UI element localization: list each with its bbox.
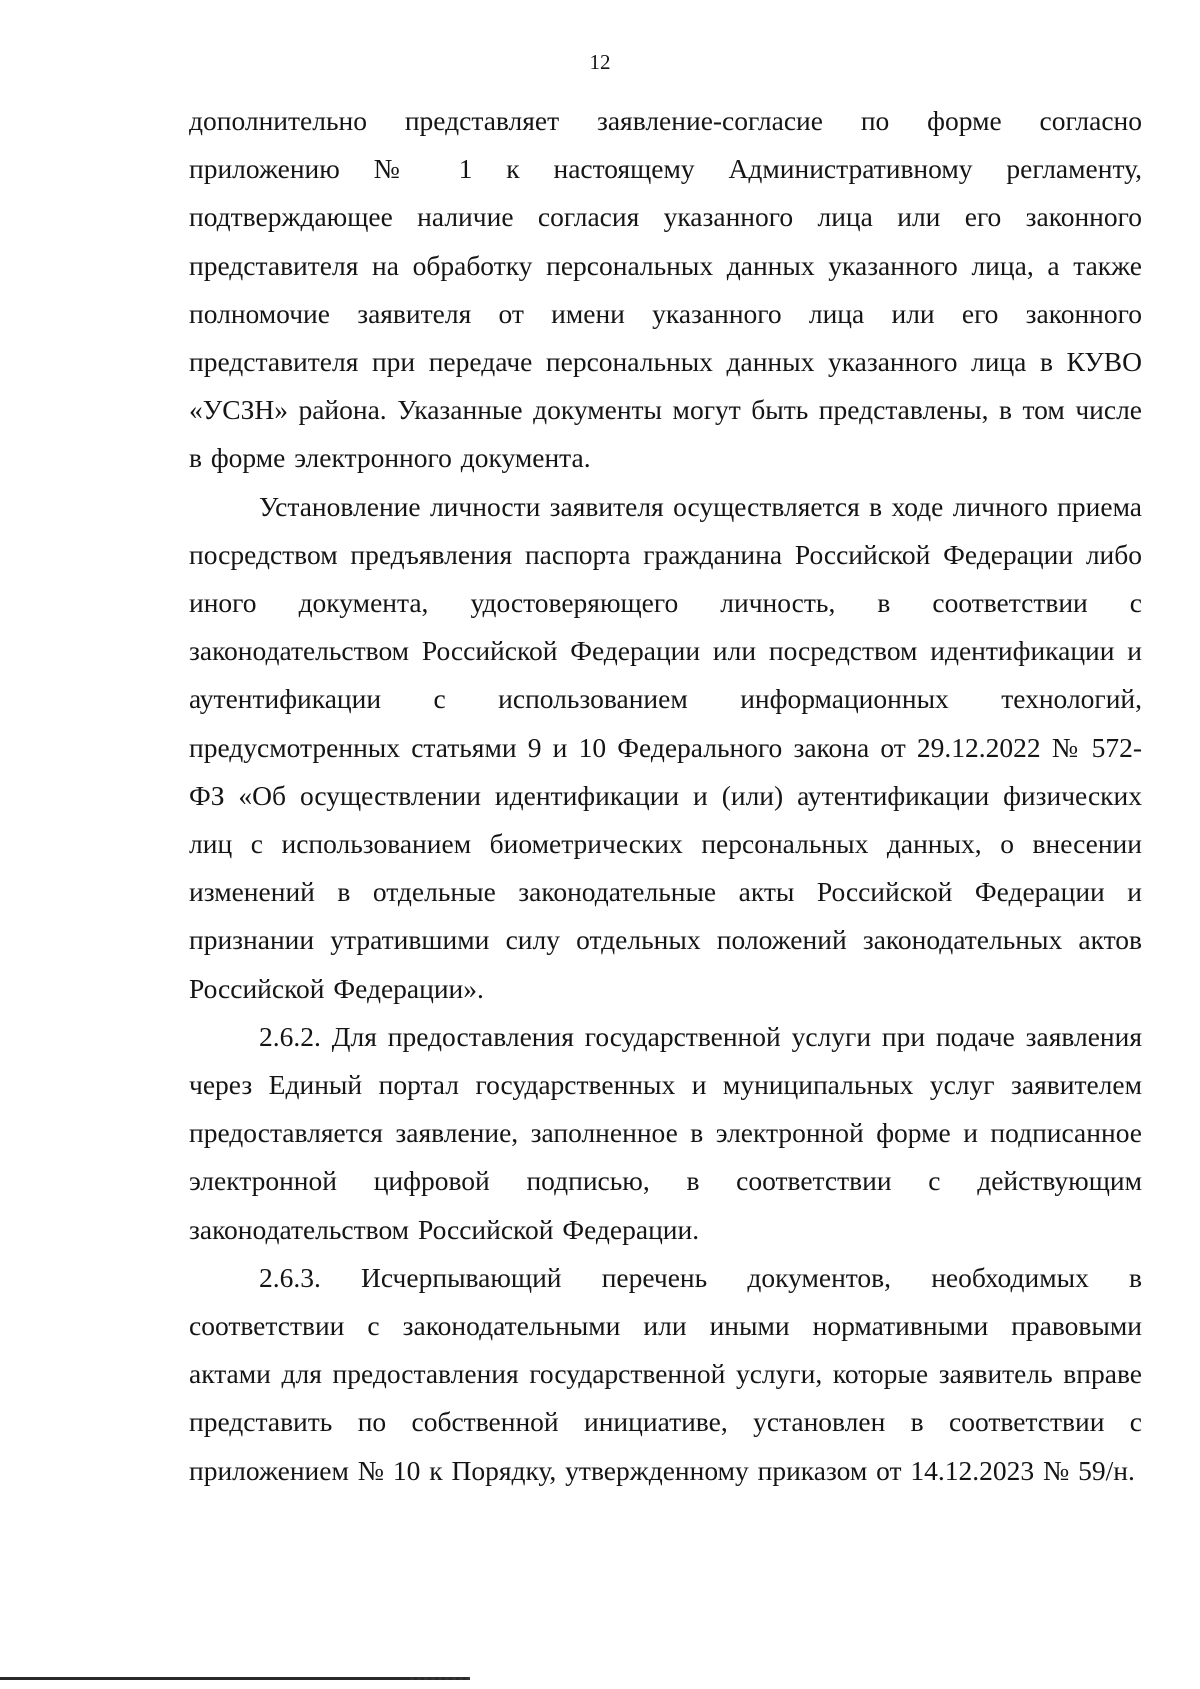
paragraph-2-6-2: 2.6.2. Для предоставления государственной услуги при подаче заявления через Единый портал государственных и муниципальных услуг заявителем предоставляется заявление, заполненное в электронной форме и подписанное электронной цифровой подписью, в соответствии с действующим законодательством Российской Федерации. [189, 1020, 1142, 1245]
paragraph-consent: дополнительно представляет заявление-согласие по форме согласно приложению № 1 к настоящему Административному регламенту, подтверждающее наличие согласия указанного лица или его законного представителя на обработку персональных данных указанного лица, а также полномочие заявителя от имени указанного лица или его законного представителя при передаче персональных данных указанного лица в КУВО «УСЗН» района. Указанные документы могут быть представлены, в том числе в форме электронного документа. [189, 105, 1142, 474]
page-number: 12 [589, 50, 611, 74]
document-body [189, 97, 1142, 1495]
paragraph-2-6-3: 2.6.3. Исчерпывающий перечень документов, необходимых в соответствии с законодательными или иными нормативными правовыми актами для предоставления государственной услуги, которые заявитель вправе представить по собственной инициативе, установлен в соответствии с приложением № 10 к Порядку, утвержденному приказом от 14.12.2023 № 59/н. [189, 1261, 1142, 1486]
scan-edge-line-tail [410, 1677, 470, 1680]
scan-edge-line [0, 1677, 470, 1680]
paragraph-identity: Установление личности заявителя осуществляется в ходе личного приема посредством предъявления паспорта гражданина Российской Федерации либо иного документа, удостоверяющего личность, в соответствии с законодательством Российской Федерации или посредством идентификации и аутентификации с использованием информационных технологий, предусмотренных статьями 9 и 10 Федерального закона от 29.12.2022 № 572-ФЗ «Об осуществлении идентификации и (или) аутентификации физических лиц с использованием биометрических персональных данных, о внесении изменений в отдельные законодательные акты Российской Федерации и признании утратившими силу отдельных положений законодательных актов Российской Федерации». [189, 490, 1142, 1004]
